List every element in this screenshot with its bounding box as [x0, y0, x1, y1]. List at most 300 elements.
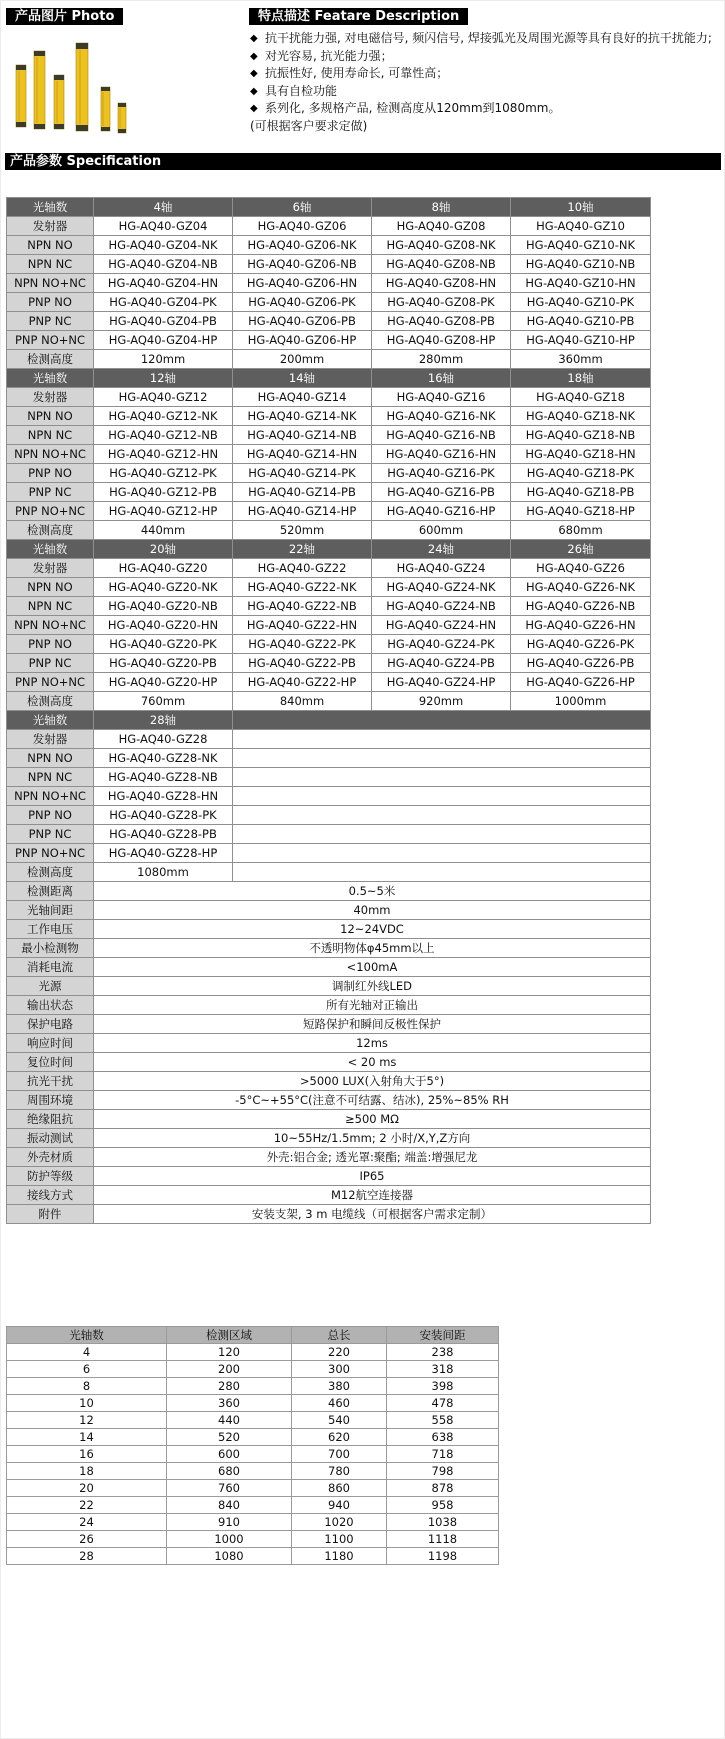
row-label: PNP NC	[7, 312, 94, 331]
row-label: 防护等级	[7, 1167, 94, 1186]
general-spec-row	[7, 977, 651, 996]
general-spec-row	[7, 1167, 651, 1186]
size-cell: 4	[7, 1344, 167, 1361]
row-label: NPN NO	[7, 407, 94, 426]
model-cell: HG-AQ40-GZ16	[372, 388, 511, 407]
spec-row	[7, 559, 651, 578]
size-cell: 1020	[292, 1514, 387, 1531]
model-cell: HG-AQ40-GZ12-NK	[94, 407, 233, 426]
model-cell: HG-AQ40-GZ26-NK	[511, 578, 651, 597]
row-label: 振动测试	[7, 1129, 94, 1148]
empty-cell	[233, 730, 651, 749]
axis-count-value: 4轴	[94, 198, 233, 217]
size-cell: 1080	[167, 1548, 292, 1565]
model-cell: HG-AQ40-GZ18-HP	[511, 502, 651, 521]
size-cell: 280	[167, 1378, 292, 1395]
size-cell: 380	[292, 1378, 387, 1395]
model-cell: HG-AQ40-GZ22-HP	[233, 673, 372, 692]
model-cell: HG-AQ40-GZ28-HP	[94, 844, 233, 863]
general-spec-row	[7, 882, 651, 901]
row-label: PNP NO+NC	[7, 502, 94, 521]
model-cell: HG-AQ40-GZ16-HN	[372, 445, 511, 464]
spec-row	[7, 502, 651, 521]
table-row	[7, 1429, 499, 1446]
general-spec-row	[7, 1072, 651, 1091]
model-cell: HG-AQ40-GZ14-NB	[233, 426, 372, 445]
spec-row	[7, 578, 651, 597]
table-row	[7, 1378, 499, 1395]
size-cell: 220	[292, 1344, 387, 1361]
model-cell: HG-AQ40-GZ20	[94, 559, 233, 578]
empty-cell	[233, 863, 651, 882]
spec-value: 12ms	[94, 1034, 651, 1053]
size-cell: 20	[7, 1480, 167, 1497]
size-cell: 1038	[387, 1514, 499, 1531]
axis-filler-cell	[233, 711, 651, 730]
row-label: 发射器	[7, 217, 94, 236]
axis-count-value: 10轴	[511, 198, 651, 217]
spec-row	[7, 445, 651, 464]
size-cell: 860	[292, 1480, 387, 1497]
spec-value: ≥500 MΩ	[94, 1110, 651, 1129]
row-label: 输出状态	[7, 996, 94, 1015]
model-cell: HG-AQ40-GZ06-PB	[233, 312, 372, 331]
model-cell: HG-AQ40-GZ16-PB	[372, 483, 511, 502]
diamond-bullet-icon: ◆	[250, 68, 258, 80]
table-row	[7, 1548, 499, 1565]
general-spec-row	[7, 1034, 651, 1053]
model-cell: HG-AQ40-GZ08-HN	[372, 274, 511, 293]
axis-header-row	[7, 711, 651, 730]
model-cell: HG-AQ40-GZ18-HN	[511, 445, 651, 464]
axis-count-value: 26轴	[511, 540, 651, 559]
size-cell: 10	[7, 1395, 167, 1412]
spec-row	[7, 635, 651, 654]
model-cell: HG-AQ40-GZ16-PK	[372, 464, 511, 483]
model-cell: HG-AQ40-GZ04-PK	[94, 293, 233, 312]
spec-table-body	[7, 198, 651, 1224]
model-cell: HG-AQ40-GZ14-HN	[233, 445, 372, 464]
spec-value: 40mm	[94, 901, 651, 920]
table-row	[7, 1514, 499, 1531]
table-row	[7, 1412, 499, 1429]
row-label: 检测高度	[7, 350, 94, 369]
spec-row	[7, 388, 651, 407]
axis-count-value: 24轴	[372, 540, 511, 559]
size-cell: 300	[292, 1361, 387, 1378]
feature-section-header: 特点描述 Featare Description	[249, 8, 468, 25]
size-cell: 12	[7, 1412, 167, 1429]
spec-value: 所有光轴对正输出	[94, 996, 651, 1015]
photo-section-header: 产品图片 Photo	[6, 8, 123, 25]
row-label: 抗光干扰	[7, 1072, 94, 1091]
spec-row	[7, 236, 651, 255]
row-label: 绝缘阻抗	[7, 1110, 94, 1129]
size-cell: 22	[7, 1497, 167, 1514]
spec-row	[7, 217, 651, 236]
axis-count-label: 光轴数	[7, 540, 94, 559]
spec-row	[7, 255, 651, 274]
model-cell: HG-AQ40-GZ24-NB	[372, 597, 511, 616]
model-cell: HG-AQ40-GZ18	[511, 388, 651, 407]
spec-value: 短路保护和瞬间反极性保护	[94, 1015, 651, 1034]
row-label: NPN NO	[7, 578, 94, 597]
model-cell: HG-AQ40-GZ04-NB	[94, 255, 233, 274]
model-cell: 520mm	[233, 521, 372, 540]
model-cell: HG-AQ40-GZ08-NB	[372, 255, 511, 274]
row-label: 附件	[7, 1205, 94, 1224]
model-cell: HG-AQ40-GZ14-HP	[233, 502, 372, 521]
row-label: NPN NO	[7, 236, 94, 255]
row-label: 保护电路	[7, 1015, 94, 1034]
column-header: 光轴数	[7, 1327, 167, 1344]
size-cell: 798	[387, 1463, 499, 1480]
model-cell: HG-AQ40-GZ10-NB	[511, 255, 651, 274]
spec-value: < 20 ms	[94, 1053, 651, 1072]
spec-value: >5000 LUX(入射角大于5°)	[94, 1072, 651, 1091]
spec-row	[7, 597, 651, 616]
model-cell: HG-AQ40-GZ16-NB	[372, 426, 511, 445]
model-cell: HG-AQ40-GZ28	[94, 730, 233, 749]
spec-row	[7, 274, 651, 293]
spec-row	[7, 825, 651, 844]
general-spec-row	[7, 1110, 651, 1129]
row-label: 检测距离	[7, 882, 94, 901]
row-label: PNP NC	[7, 483, 94, 502]
row-label: NPN NC	[7, 597, 94, 616]
model-cell: HG-AQ40-GZ08-PB	[372, 312, 511, 331]
size-cell: 718	[387, 1446, 499, 1463]
model-cell: HG-AQ40-GZ10-HN	[511, 274, 651, 293]
empty-cell	[233, 749, 651, 768]
general-spec-row	[7, 1186, 651, 1205]
size-cell: 638	[387, 1429, 499, 1446]
model-cell: HG-AQ40-GZ28-PK	[94, 806, 233, 825]
table-row	[7, 1497, 499, 1514]
column-header: 安装间距	[387, 1327, 499, 1344]
row-label: PNP NC	[7, 825, 94, 844]
axis-header-row	[7, 540, 651, 559]
model-cell: HG-AQ40-GZ24-NK	[372, 578, 511, 597]
size-cell: 360	[167, 1395, 292, 1412]
spec-value: <100mA	[94, 958, 651, 977]
row-label: 最小检测物	[7, 939, 94, 958]
size-cell: 558	[387, 1412, 499, 1429]
model-cell: HG-AQ40-GZ28-PB	[94, 825, 233, 844]
table-row	[7, 1531, 499, 1548]
spec-row	[7, 331, 651, 350]
model-cell: HG-AQ40-GZ20-NB	[94, 597, 233, 616]
diamond-bullet-icon: ◆	[250, 33, 258, 44]
row-label: 光源	[7, 977, 94, 996]
model-cell: HG-AQ40-GZ12-HP	[94, 502, 233, 521]
axis-count-value: 22轴	[233, 540, 372, 559]
spec-row	[7, 730, 651, 749]
diamond-bullet-icon: ◆	[250, 103, 258, 115]
size-cell: 1100	[292, 1531, 387, 1548]
model-cell: HG-AQ40-GZ16-NK	[372, 407, 511, 426]
model-cell: HG-AQ40-GZ22-NB	[233, 597, 372, 616]
model-cell: HG-AQ40-GZ28-NK	[94, 749, 233, 768]
model-cell: 760mm	[94, 692, 233, 711]
size-cell: 1198	[387, 1548, 499, 1565]
row-label: 检测高度	[7, 863, 94, 882]
spec-value: M12航空连接器	[94, 1186, 651, 1205]
spec-row	[7, 293, 651, 312]
row-label: PNP NO	[7, 464, 94, 483]
model-cell: HG-AQ40-GZ06-NK	[233, 236, 372, 255]
model-cell: HG-AQ40-GZ20-NK	[94, 578, 233, 597]
row-label: 发射器	[7, 730, 94, 749]
model-cell: HG-AQ40-GZ04-HN	[94, 274, 233, 293]
feature-text: 抗振性好, 使用寿命长, 可靠性高；	[265, 66, 449, 81]
size-cell: 238	[387, 1344, 499, 1361]
general-spec-row	[7, 1205, 651, 1224]
size-cell: 840	[167, 1497, 292, 1514]
row-label: NPN NO	[7, 749, 94, 768]
model-cell: HG-AQ40-GZ06-NB	[233, 255, 372, 274]
spec-section-header: 产品参数 Specification	[5, 153, 721, 170]
model-cell: HG-AQ40-GZ18-PK	[511, 464, 651, 483]
axis-count-label: 光轴数	[7, 369, 94, 388]
row-label: NPN NO+NC	[7, 274, 94, 293]
model-cell: HG-AQ40-GZ14-PB	[233, 483, 372, 502]
empty-cell	[233, 768, 651, 787]
size-table	[6, 1326, 499, 1565]
size-cell: 620	[292, 1429, 387, 1446]
size-cell: 700	[292, 1446, 387, 1463]
spec-value: IP65	[94, 1167, 651, 1186]
table-row	[7, 1480, 499, 1497]
model-cell: 1080mm	[94, 863, 233, 882]
row-label: PNP NC	[7, 654, 94, 673]
general-spec-row	[7, 958, 651, 977]
axis-count-value: 16轴	[372, 369, 511, 388]
spec-row	[7, 350, 651, 369]
size-cell: 16	[7, 1446, 167, 1463]
feature-text: 抗干扰能力强, 对电磁信号, 频闪信号, 焊接弧光及周围光源等具有良好的抗干扰能力;	[265, 31, 712, 45]
model-cell: HG-AQ40-GZ12-HN	[94, 445, 233, 464]
model-cell: 1000mm	[511, 692, 651, 711]
spec-row	[7, 768, 651, 787]
empty-cell	[233, 825, 651, 844]
axis-count-value: 6轴	[233, 198, 372, 217]
row-label: 工作电压	[7, 920, 94, 939]
model-cell: HG-AQ40-GZ26-NB	[511, 597, 651, 616]
model-cell: 840mm	[233, 692, 372, 711]
row-label: 复位时间	[7, 1053, 94, 1072]
model-cell: HG-AQ40-GZ12	[94, 388, 233, 407]
feature-item	[250, 101, 718, 117]
spec-row	[7, 464, 651, 483]
model-cell: HG-AQ40-GZ04-HP	[94, 331, 233, 350]
size-cell: 1180	[292, 1548, 387, 1565]
size-cell: 8	[7, 1378, 167, 1395]
model-cell: HG-AQ40-GZ06	[233, 217, 372, 236]
size-cell: 460	[292, 1395, 387, 1412]
model-cell: HG-AQ40-GZ24	[372, 559, 511, 578]
axis-count-value: 14轴	[233, 369, 372, 388]
size-cell: 520	[167, 1429, 292, 1446]
model-cell: HG-AQ40-GZ12-PB	[94, 483, 233, 502]
axis-count-value: 28轴	[94, 711, 233, 730]
table-row	[7, 1361, 499, 1378]
spec-row	[7, 426, 651, 445]
model-cell: HG-AQ40-GZ06-HP	[233, 331, 372, 350]
model-cell: HG-AQ40-GZ18-PB	[511, 483, 651, 502]
model-cell: 920mm	[372, 692, 511, 711]
size-cell: 398	[387, 1378, 499, 1395]
row-label: PNP NO	[7, 806, 94, 825]
model-cell: HG-AQ40-GZ04	[94, 217, 233, 236]
feature-text: 具有自检功能	[265, 83, 338, 98]
feature-item	[250, 119, 718, 135]
row-label: 响应时间	[7, 1034, 94, 1053]
row-label: NPN NC	[7, 255, 94, 274]
general-spec-row	[7, 1053, 651, 1072]
row-label: 消耗电流	[7, 958, 94, 977]
model-cell: HG-AQ40-GZ22-NK	[233, 578, 372, 597]
column-header: 总长	[292, 1327, 387, 1344]
spec-value: 10~55Hz/1.5mm; 2 小时/X,Y,Z方向	[94, 1129, 651, 1148]
general-spec-row	[7, 1129, 651, 1148]
spec-value: 不透明物体φ45mm以上	[94, 939, 651, 958]
size-cell: 26	[7, 1531, 167, 1548]
model-cell: HG-AQ40-GZ16-HP	[372, 502, 511, 521]
model-cell: HG-AQ40-GZ12-NB	[94, 426, 233, 445]
axis-count-value: 8轴	[372, 198, 511, 217]
spec-row	[7, 692, 651, 711]
spec-value: 调制红外线LED	[94, 977, 651, 996]
spec-row	[7, 863, 651, 882]
general-spec-row	[7, 1015, 651, 1034]
model-cell: 600mm	[372, 521, 511, 540]
spec-row	[7, 787, 651, 806]
size-cell: 6	[7, 1361, 167, 1378]
model-cell: HG-AQ40-GZ10-PK	[511, 293, 651, 312]
axis-count-value: 20轴	[94, 540, 233, 559]
size-cell: 478	[387, 1395, 499, 1412]
row-label: PNP NO+NC	[7, 844, 94, 863]
model-cell: 200mm	[233, 350, 372, 369]
size-cell: 760	[167, 1480, 292, 1497]
row-label: NPN NC	[7, 768, 94, 787]
light-curtain-image	[6, 29, 178, 144]
size-cell: 28	[7, 1548, 167, 1565]
model-cell: HG-AQ40-GZ26-PB	[511, 654, 651, 673]
spec-row	[7, 844, 651, 863]
model-cell: HG-AQ40-GZ18-NK	[511, 407, 651, 426]
model-cell: HG-AQ40-GZ10-NK	[511, 236, 651, 255]
table-row	[7, 1446, 499, 1463]
axis-header-row	[7, 198, 651, 217]
row-label: PNP NO	[7, 293, 94, 312]
spec-row	[7, 521, 651, 540]
size-cell: 24	[7, 1514, 167, 1531]
size-cell: 1000	[167, 1531, 292, 1548]
model-cell: HG-AQ40-GZ20-PB	[94, 654, 233, 673]
model-cell: HG-AQ40-GZ22-PK	[233, 635, 372, 654]
size-cell: 318	[387, 1361, 499, 1378]
spec-value: -5°C~+55°C(注意不可结露、结冰), 25%~85% RH	[94, 1091, 651, 1110]
row-label: 周围环境	[7, 1091, 94, 1110]
feature-text: 对光容易, 抗光能力强；	[265, 48, 393, 63]
row-label: NPN NC	[7, 426, 94, 445]
row-label: 光轴间距	[7, 901, 94, 920]
general-spec-row	[7, 939, 651, 958]
row-label: PNP NO	[7, 635, 94, 654]
size-cell: 958	[387, 1497, 499, 1514]
size-cell: 780	[292, 1463, 387, 1480]
model-cell: HG-AQ40-GZ06-PK	[233, 293, 372, 312]
spec-row	[7, 312, 651, 331]
size-cell: 440	[167, 1412, 292, 1429]
model-cell: HG-AQ40-GZ10	[511, 217, 651, 236]
size-cell: 600	[167, 1446, 292, 1463]
spec-row	[7, 806, 651, 825]
spec-row	[7, 483, 651, 502]
model-cell: 280mm	[372, 350, 511, 369]
size-cell: 940	[292, 1497, 387, 1514]
size-cell: 540	[292, 1412, 387, 1429]
general-spec-row	[7, 901, 651, 920]
row-label: 检测高度	[7, 521, 94, 540]
model-cell: HG-AQ40-GZ22-HN	[233, 616, 372, 635]
row-label: NPN NO+NC	[7, 445, 94, 464]
model-cell: HG-AQ40-GZ14-NK	[233, 407, 372, 426]
general-spec-row	[7, 1091, 651, 1110]
spec-row	[7, 654, 651, 673]
size-cell: 680	[167, 1463, 292, 1480]
spec-value: 安装支架, 3 m 电缆线（可根据客户需求定制）	[94, 1205, 651, 1224]
axis-count-value: 18轴	[511, 369, 651, 388]
model-cell: HG-AQ40-GZ24-PK	[372, 635, 511, 654]
size-table-header-row	[7, 1327, 499, 1344]
axis-count-label: 光轴数	[7, 198, 94, 217]
spec-row	[7, 749, 651, 768]
spec-value: 12~24VDC	[94, 920, 651, 939]
model-cell: HG-AQ40-GZ28-NB	[94, 768, 233, 787]
model-cell: HG-AQ40-GZ04-NK	[94, 236, 233, 255]
feature-item	[250, 66, 718, 82]
model-cell: HG-AQ40-GZ08-HP	[372, 331, 511, 350]
size-table-body	[7, 1327, 499, 1565]
spec-table	[6, 197, 651, 1224]
model-cell: HG-AQ40-GZ04-PB	[94, 312, 233, 331]
model-cell: HG-AQ40-GZ18-NB	[511, 426, 651, 445]
diamond-bullet-icon: ◆	[250, 85, 258, 97]
general-spec-row	[7, 920, 651, 939]
size-cell: 910	[167, 1514, 292, 1531]
table-row	[7, 1395, 499, 1412]
size-cell: 1118	[387, 1531, 499, 1548]
model-cell: HG-AQ40-GZ20-HP	[94, 673, 233, 692]
model-cell: HG-AQ40-GZ06-HN	[233, 274, 372, 293]
spec-row	[7, 616, 651, 635]
size-cell: 200	[167, 1361, 292, 1378]
spec-value: 0.5~5米	[94, 882, 651, 901]
model-cell: HG-AQ40-GZ20-HN	[94, 616, 233, 635]
model-cell: HG-AQ40-GZ10-PB	[511, 312, 651, 331]
model-cell: HG-AQ40-GZ26-PK	[511, 635, 651, 654]
model-cell: HG-AQ40-GZ26-HP	[511, 673, 651, 692]
table-row	[7, 1344, 499, 1361]
empty-cell	[233, 787, 651, 806]
empty-cell	[233, 806, 651, 825]
spec-row	[7, 673, 651, 692]
model-cell: HG-AQ40-GZ24-HP	[372, 673, 511, 692]
model-cell: 120mm	[94, 350, 233, 369]
